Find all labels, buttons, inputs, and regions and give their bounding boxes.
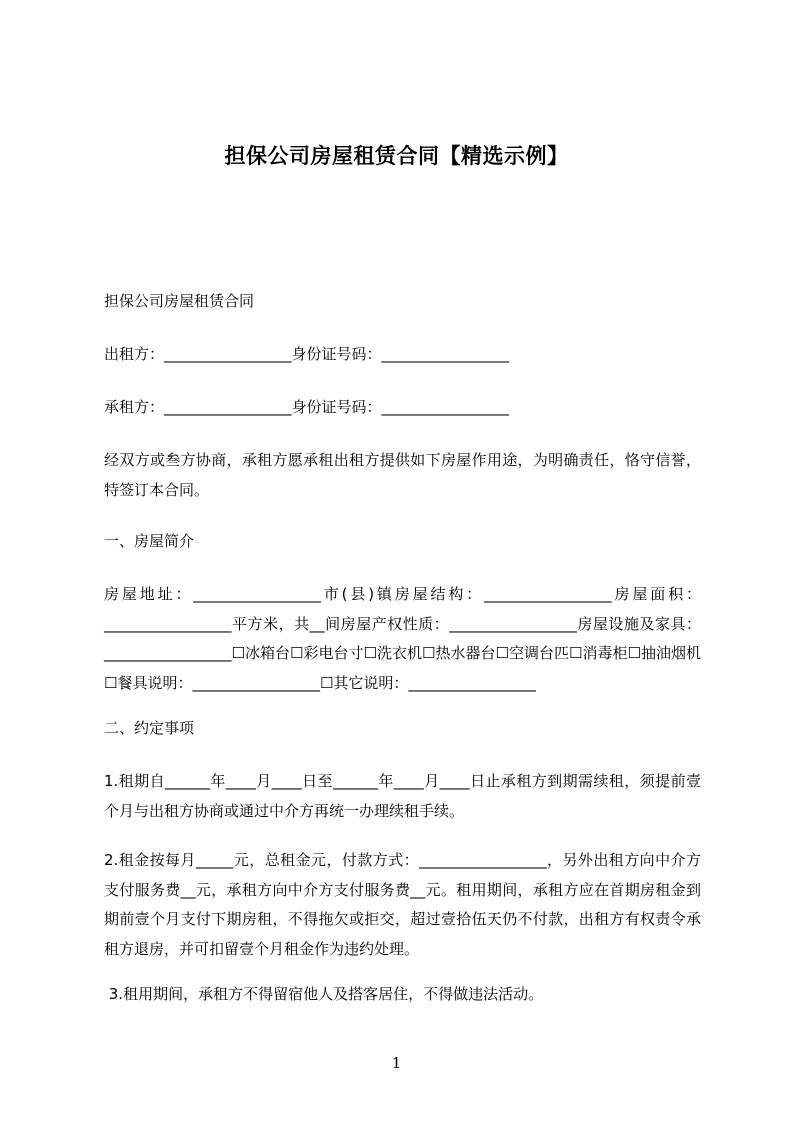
document-title: 担保公司房屋租赁合同【精选示例】	[224, 144, 569, 168]
lessor-line: 出租方：_________________身份证号码：_________________	[104, 345, 510, 363]
clause-usage-restriction: 3.租用期间，承租方不得留宿他人及搭客居住，不得做违法活动。	[104, 985, 544, 1003]
section-heading-terms: 二、约定事项	[104, 719, 195, 737]
preamble-paragraph: 经双方或叁方协商，承租方愿承租出租方提供如下房屋作用途，为明确责任，恪守信誉，特签订本合同。	[104, 451, 701, 499]
property-description-paragraph: 房屋地址：_________________市(县)镇房屋结构：_________________房屋面积：_________________平方米，共__间房屋产权性质：_________________房屋设施及家具：_________________☐冰箱台☐彩电台寸☐洗衣机☐热水器台☐空调台匹☐消毒柜☐抽油烟机☐餐具说明：_________________☐其它说明：_________________	[104, 585, 701, 692]
section-heading-property: 一、房屋简介	[104, 532, 195, 550]
clause-rent-payment: 2.租金按每月_____元，总租金元，付款方式：_________________，另外出租方向中介方支付服务费__元，承租方向中介方支付服务费__元。租用期间，承租方应在首期房租金到期前壹个月支付下期房租，不得拖欠或拒交，超过壹拾伍天仍不付款，出租方有权责令承租方退房，并可扣留壹个月租金作为违约处理。	[104, 851, 701, 958]
clause-lease-term: 1.租期自______年____月____日至______年____月____日止承租方到期需续租，须提前壹个月与出租方协商或通过中介方再统一办理续租手续。	[104, 772, 701, 820]
page-number: 1	[391, 1054, 402, 1072]
contract-subtitle: 担保公司房屋租赁合同	[104, 292, 255, 310]
lessee-line: 承租方：_________________身份证号码：_________________	[104, 398, 510, 416]
